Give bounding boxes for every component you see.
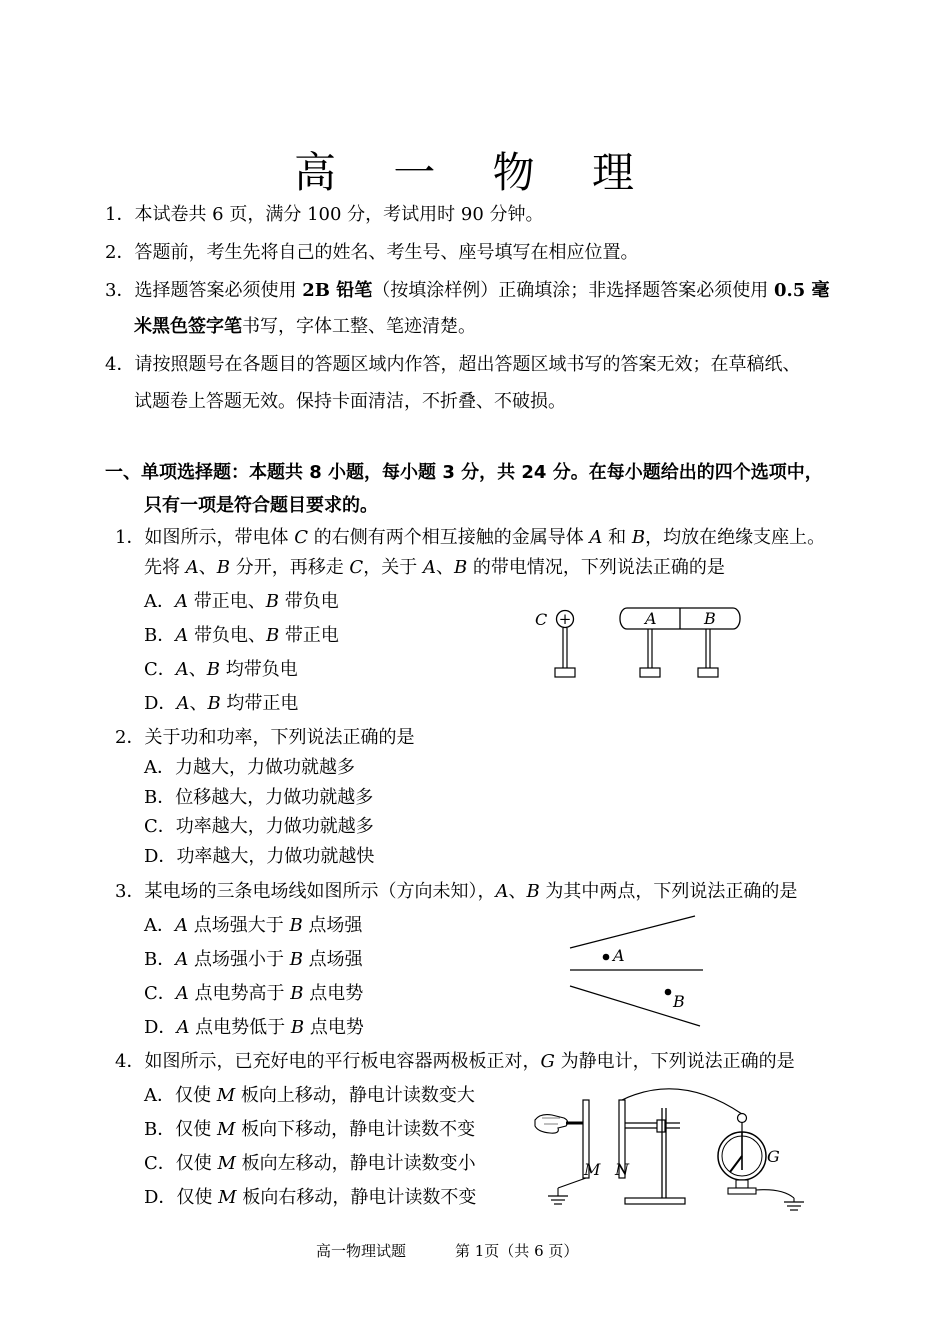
q3-stem: 3．某电场的三条电场线如图所示（方向未知），A、B 为其中两点，下列说法正确的是 [115, 881, 798, 902]
q1-fig-plus: + [558, 610, 572, 628]
q3-option-c[interactable]: C．A 点电势高于 B 点电势 [144, 983, 364, 1004]
note-3: 3．选择题答案必须使用 2B 铅笔（按填涂样例）正确填涂；非选择题答案必须使用 0.5 毫 [105, 280, 830, 301]
q3-option-a[interactable]: A．A 点场强大于 B 点场强 [144, 915, 363, 936]
q3-fig-label-a: A [613, 946, 625, 965]
q3-option-d[interactable]: D．A 点电势低于 B 点电势 [144, 1017, 364, 1038]
note-2: 2．答题前，考生先将自己的姓名、考生号、座号填写在相应位置。 [105, 242, 639, 263]
q4-option-c[interactable]: C．仅使 M 板向左移动，静电计读数变小 [144, 1153, 476, 1174]
q3-option-b[interactable]: B．A 点场强小于 B 点场强 [144, 949, 363, 970]
q4-figure [530, 1080, 820, 1215]
q1-fig-label-b: B [704, 609, 716, 628]
q1-option-d[interactable]: D．A、B 均带正电 [144, 693, 299, 714]
q2-option-c[interactable]: C．功率越大，力做功就越多 [144, 816, 374, 837]
q4-fig-label-n: N [615, 1160, 629, 1179]
section-heading: 一、单项选择题：本题共 8 小题，每小题 3 分，共 24 分。在每小题给出的四个选项中， [105, 462, 823, 483]
q2-option-d[interactable]: D．功率越大，力做功就越快 [144, 846, 375, 867]
q3-figure [560, 910, 710, 1030]
q1-figure [520, 600, 760, 685]
q4-fig-label-m: M [584, 1160, 601, 1179]
q2-stem: 2．关于功和功率，下列说法正确的是 [115, 727, 415, 748]
q2-option-a[interactable]: A．力越大，力做功就越多 [144, 757, 355, 778]
q1-option-c[interactable]: C．A、B 均带负电 [144, 659, 298, 680]
q2-option-b[interactable]: B．位移越大，力做功就越多 [144, 787, 374, 808]
note-4: 4．请按照题号在各题目的答题区域内作答，超出答题区域书写的答案无效；在草稿纸、 [105, 354, 801, 375]
q1-option-a[interactable]: A．A 带正电、B 带负电 [144, 591, 339, 612]
q4-fig-label-g: G [767, 1147, 780, 1166]
note-4-cont: 试题卷上答题无效。保持卡面清洁，不折叠、不破损。 [134, 391, 566, 412]
q4-option-d[interactable]: D．仅使 M 板向右移动，静电计读数不变 [144, 1187, 477, 1208]
note-1: 1．本试卷共 6 页，满分 100 分，考试用时 90 分钟。 [105, 204, 544, 225]
section-heading-cont: 只有一项是符合题目要求的。 [144, 495, 378, 516]
q1-fig-label-c: C [535, 610, 548, 629]
note-3-cont: 米黑色签字笔书写，字体工整、笔迹清楚。 [134, 316, 476, 337]
q1-stem: 1．如图所示，带电体 C 的右侧有两个相互接触的金属导体 A 和 B，均放在绝缘支座上。 [115, 527, 826, 548]
q1-fig-label-a: A [645, 609, 657, 628]
footer-title: 高一物理试题 [316, 1242, 407, 1260]
q3-fig-label-b: B [673, 992, 685, 1011]
footer-page: 第 1页（共 6 页） [455, 1242, 579, 1260]
q4-option-b[interactable]: B．仅使 M 板向下移动，静电计读数不变 [144, 1119, 476, 1140]
q4-stem: 4．如图所示，已充好电的平行板电容器两极板正对，G 为静电计，下列说法正确的是 [115, 1051, 795, 1072]
q4-option-a[interactable]: A．仅使 M 板向上移动，静电计读数变大 [144, 1085, 475, 1106]
q1-option-b[interactable]: B．A 带负电、B 带正电 [144, 625, 339, 646]
page-title: 高 一 物 理 [293, 148, 657, 197]
q1-stem-cont: 先将 A、B 分开，再移走 C，关于 A、B 的带电情况，下列说法正确的是 [144, 557, 725, 578]
